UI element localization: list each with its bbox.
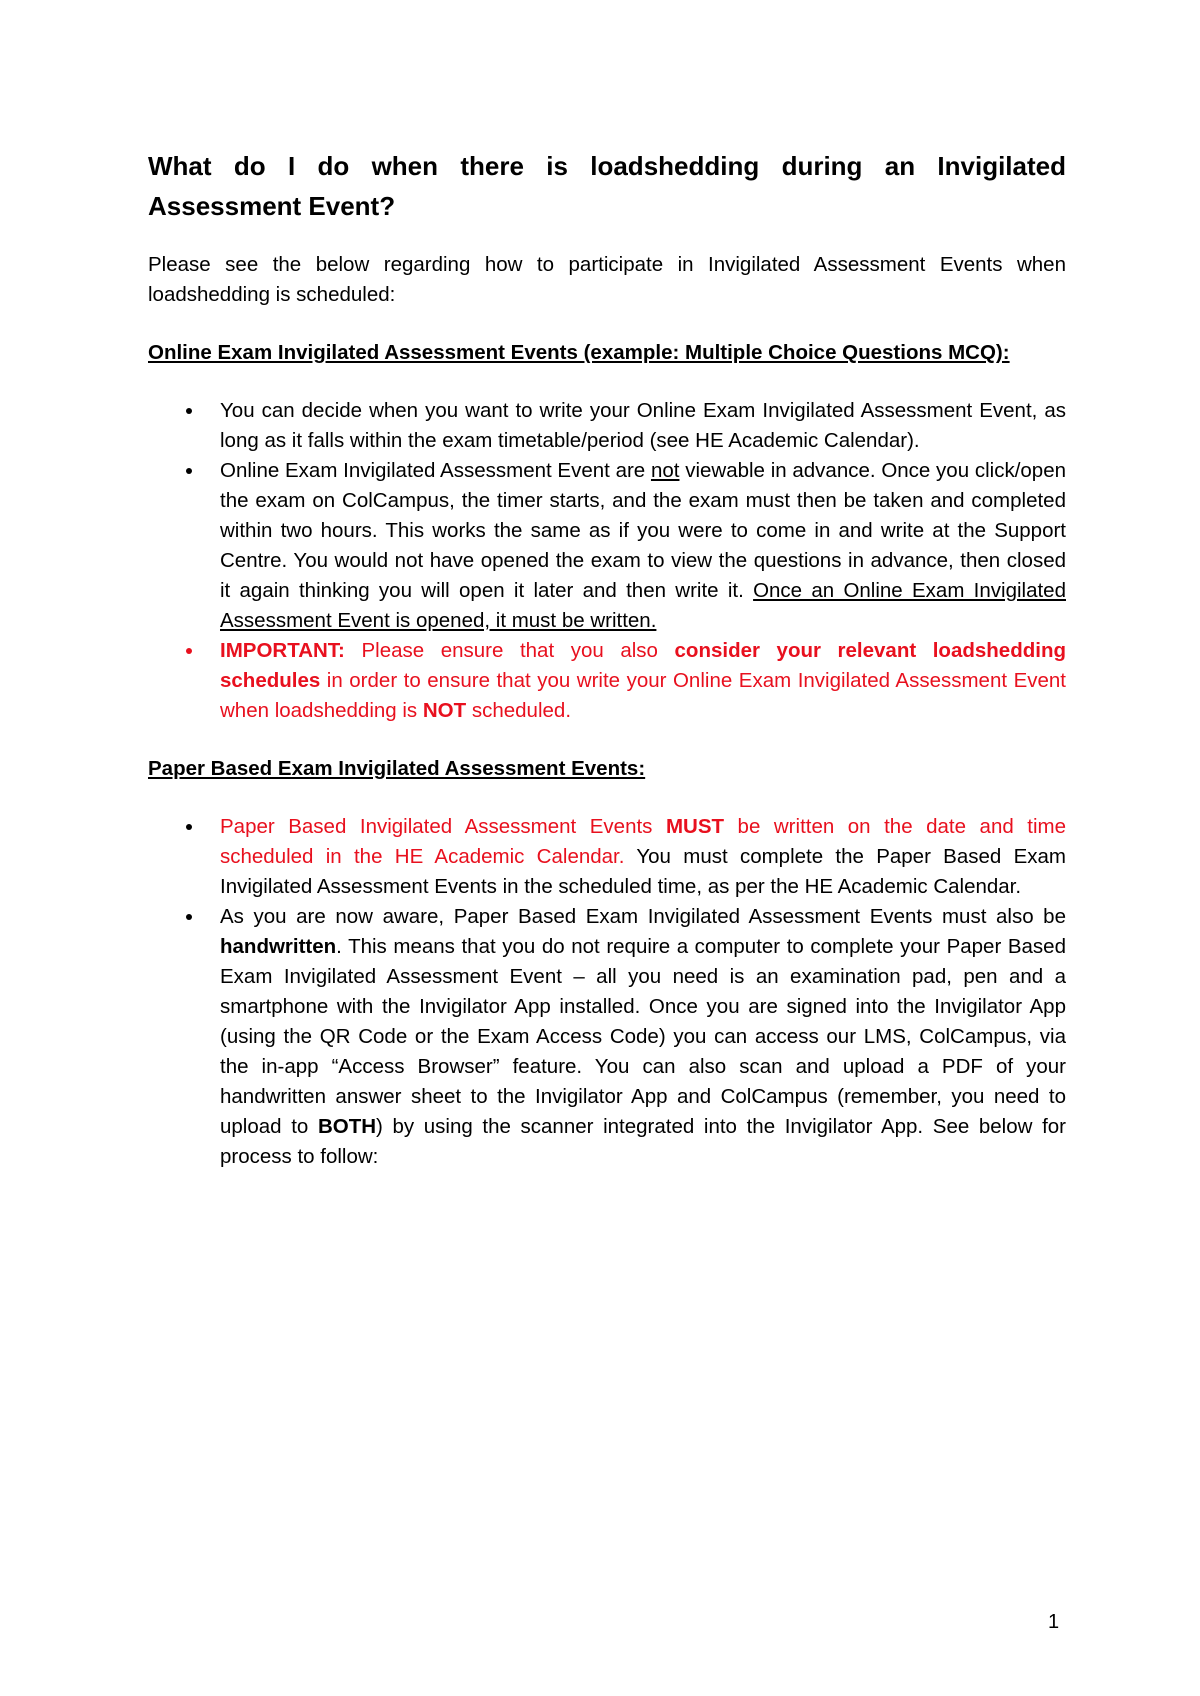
paper-bullet-1 xyxy=(220,812,1066,902)
online-bullet-3-not: NOT xyxy=(422,699,467,722)
intro-paragraph: Please see the below regarding how to participate in Invigilated Assessment Events when loadshedding is scheduled: xyxy=(148,253,1066,306)
online-bullet-2-text-a: Online Exam Invigilated Assessment Event are xyxy=(220,459,651,482)
bullet-icon xyxy=(186,408,192,414)
online-section-heading: Online Exam Invigilated Assessment Events (example: Multiple Choice Questions MCQ): xyxy=(148,341,1010,364)
page-number: 1 xyxy=(1048,1611,1060,1633)
online-bullet-1-text: You can decide when you want to write your Online Exam Invigilated Assessment Event, as long as it falls within the exam timetable/period (see HE Academic Calendar). xyxy=(220,399,1066,452)
online-bullet-3-bold: consider your relevant loadshedding schedules xyxy=(220,639,1066,692)
online-bullet-list xyxy=(148,396,1066,726)
paper-bullet-1-red-b: be written on the date and time scheduled in the HE Academic Calendar. xyxy=(220,815,1066,868)
paper-bullet-2-both: BOTH xyxy=(317,1115,377,1138)
online-bullet-3-text-a: Please ensure that you also xyxy=(344,639,675,662)
paper-bullet-2 xyxy=(220,902,1066,1172)
online-bullet-2 xyxy=(220,456,1066,636)
online-bullet-2-underlined: Once an Online Exam Invigilated Assessment Event is opened, it must be written. xyxy=(220,579,1066,632)
online-bullet-3-text-b: in order to ensure that you write your Online Exam Invigilated Assessment Event when loadshedding is xyxy=(220,669,1066,722)
paper-bullet-2-text-b: . This means that you do not require a computer to complete your Paper Based Exam Invigilated Assessment Event – all you need is an examination pad, pen and a smartphone with the Invigilator App installed. Once you are signed into the Invigilator App (using the QR Code or the Exam Access Code) you can access our LMS, ColCampus, via the in-app “Access Browser” feature. You can also scan and upload a PDF of your handwritten answer sheet to the Invigilator App and ColCampus (remember, you need to upload to xyxy=(220,935,1066,1138)
paper-bullet-2-text-c: ) by using the scanner integrated into the Invigilator App. See below for process to follow: xyxy=(220,1115,1066,1168)
online-bullet-2-text-b: viewable in advance. Once you click/open the exam on ColCampus, the timer starts, and the exam must then be taken and completed within two hours. This works the same as if you were to come in and write at the Support Centre. You would not have opened the exam to view the questions in advance, then closed it again thinking you will open it later and then write it. xyxy=(220,459,1066,602)
online-bullet-3-important: IMPORTANT: xyxy=(220,639,345,662)
bullet-icon xyxy=(186,824,192,830)
paper-bullet-list xyxy=(148,812,1066,1172)
paper-section-heading: Paper Based Exam Invigilated Assessment Events: xyxy=(148,757,646,780)
bullet-icon xyxy=(186,648,192,654)
online-bullet-1 xyxy=(220,396,1066,456)
document-body xyxy=(148,146,1066,1172)
paper-bullet-1-red-a: Paper Based Invigilated Assessment Events xyxy=(220,815,666,838)
paper-bullet-1-must: MUST xyxy=(665,815,725,838)
paper-bullet-1-text: You must complete the Paper Based Exam Invigilated Assessment Events in the scheduled time, as per the HE Academic Calendar. xyxy=(220,845,1066,898)
bullet-icon xyxy=(186,914,192,920)
bullet-icon xyxy=(186,468,192,474)
online-bullet-3 xyxy=(220,636,1066,726)
page-title: What do I do when there is loadshedding during an Invigilated Assessment Event? xyxy=(148,151,1066,221)
online-bullet-2-emphasis: not xyxy=(650,459,680,482)
online-bullet-3-text-c: scheduled. xyxy=(466,699,572,722)
paper-bullet-2-text-a: As you are now aware, Paper Based Exam Invigilated Assessment Events must also be xyxy=(220,905,1066,928)
paper-bullet-2-handwritten: handwritten xyxy=(220,935,337,958)
